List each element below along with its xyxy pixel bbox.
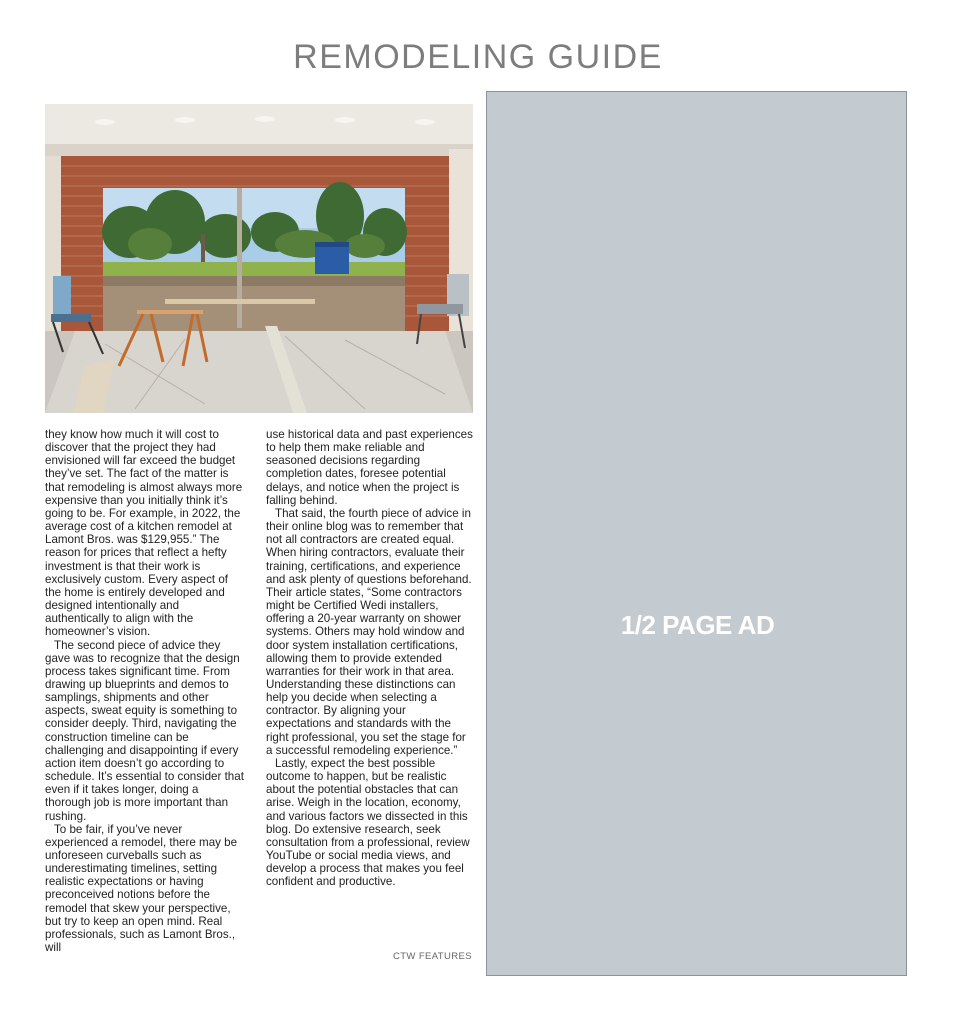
construction-site-photo (45, 104, 473, 413)
article-paragraph: That said, the fourth piece of advice in their online blog was to remember that not all contractors are created equal. When hiring contractors, evaluate their training, certifications, and experience and ask plenty of questions beforehand. Their article states, “Some contractors might be Certified Wedi installers, offering a 20-year warranty on shower systems. Others may hold window and door system installation certifications, allowing them to provide extended warranties for their work in that area. Understanding these distinctions can help you decide when selecting a contractor. By aligning your expectations and standards with the right professional, you set the stage for a successful remodeling experience.” (266, 506, 472, 757)
article-paragraph: use historical data and past experiences to help them make reliable and seasoned decisions regarding completion dates, foresee potential delays, and notice when the project is falling behind. (266, 428, 473, 507)
page-title: REMODELING GUIDE (293, 38, 663, 76)
article-column-1 (45, 428, 245, 954)
article-paragraph: they know how much it will cost to discover that the project they had envisioned will far exceed the budget they’ve set. The fact of the matter is that remodeling is almost always more expensive than you initially think it’s going to be. For example, in 2022, the average cost of a kitchen remodel at Lamont Bros. was $129,955.” The reason for prices that reflect a hefty investment is that their work is exclusively custom. Every aspect of the home is entirely developed and designed intentionally and authentically to align with the homeowner’s vision. (45, 428, 243, 639)
article-paragraph: To be fair, if you’ve never experienced a remodel, there may be unforeseen curveballs such as underestimating timelines, setting realistic expectations or having preconceived notions before the remodel that skew your perspective, but try to keep an open mind. Real professionals, such as Lamont Bros., will (45, 822, 238, 955)
article-column-2 (266, 428, 474, 888)
article-credit: CTW FEATURES (392, 951, 472, 962)
article-paragraph: The second piece of advice they gave was to recognize that the design process takes significant time. From drawing up blueprints and demos to samplings, shipments and other aspects, sweat equity is something to consider deeply. Third, navigating the construction timeline can be challenging and disappointing if every action item doesn’t go according to schedule. It’s essential to consider that even if it takes longer, doing a thorough job is more important than rushing. (45, 638, 244, 823)
half-page-ad[interactable] (486, 91, 907, 976)
article-paragraph: Lastly, expect the best possible outcome to happen, but be realistic about the potential obstacles that can arise. Weigh in the location, economy, and various factors we dissected in this blog. Do extensive research, seek consultation from a professional, review YouTube or social media views, and develop a process that makes you feel confident and productive. (266, 756, 470, 889)
ad-label: 1/2 PAGE AD (620, 610, 775, 640)
